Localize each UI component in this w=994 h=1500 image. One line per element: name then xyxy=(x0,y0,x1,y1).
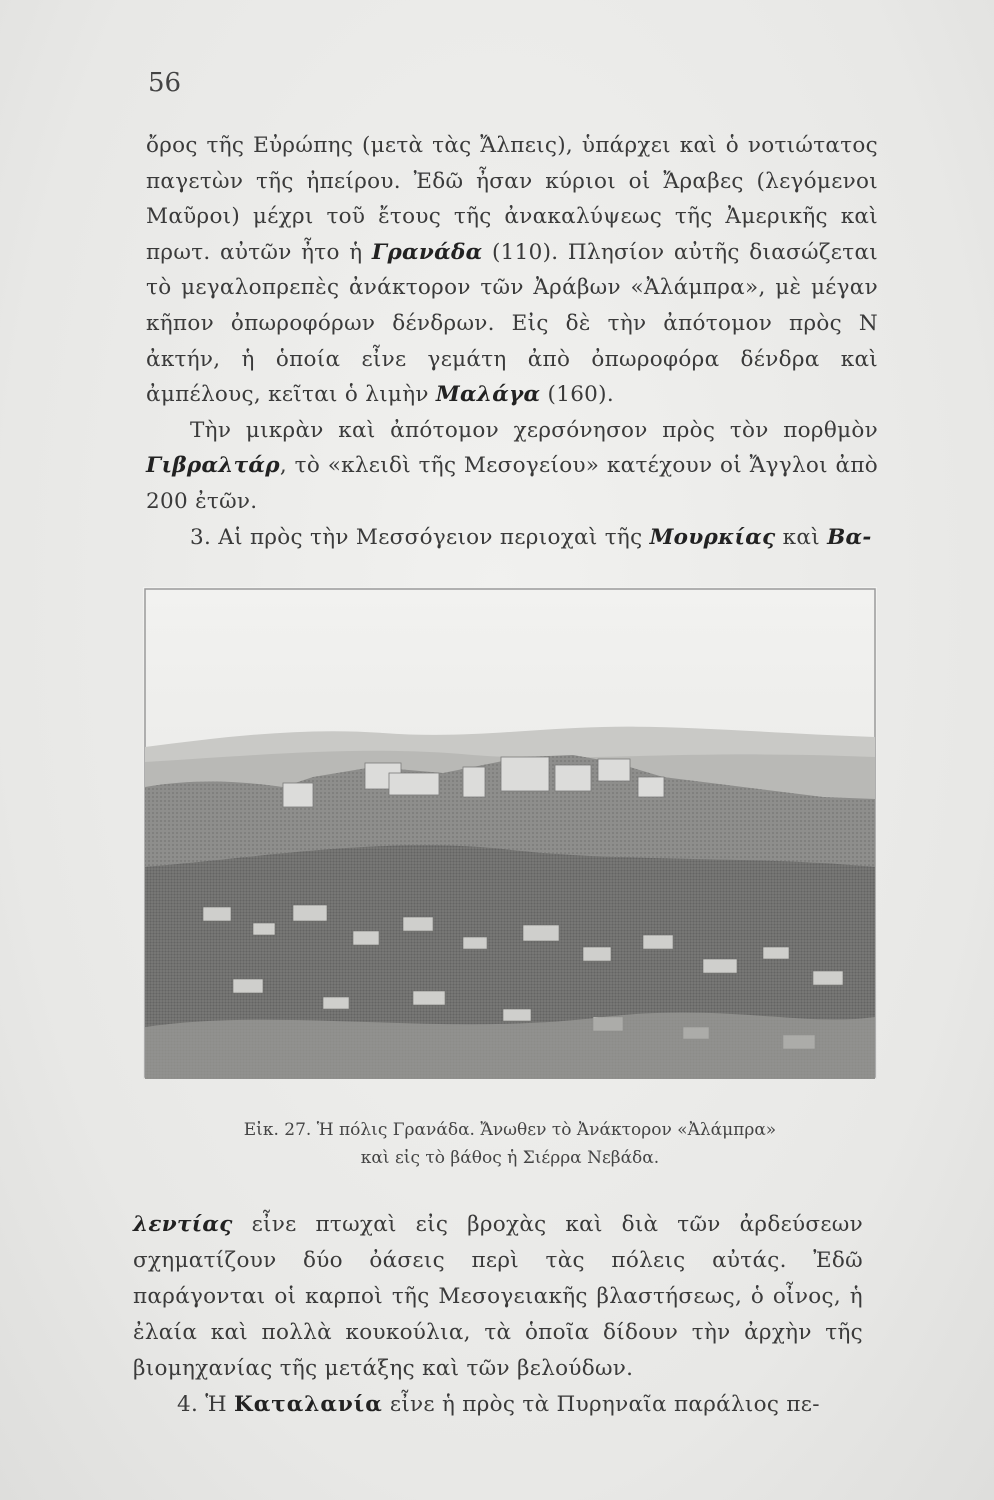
paragraph xyxy=(146,128,878,413)
paragraph xyxy=(133,1207,863,1387)
text-run: εἶνε ἡ πρὸς τὰ Πυρηναῖα παράλιος πε- xyxy=(382,1392,820,1417)
text-run: , τὸ «κλειδὶ τῆς Μεσογείου» κατέχουν οἱ Ἄγγλοι ἀπὸ 200 ἐτῶν. xyxy=(146,453,878,514)
figure-photo-granada xyxy=(143,587,877,1079)
text-run: (110). Πλησίον αὐτῆς διασώζεται τὸ μεγαλοπρεπὲς ἀνάκτορον τῶν Ἀράβων «Ἀλάμπρα», μὲ μέγαν κῆπον ὀπωροφόρων δένδρων. Εἰς δὲ τὴν ἀπότομον πρὸς Ν ἀκτήν, ἡ ὁποία εἶνε γεμάτη ἀπὸ ὀπωροφόρα δένδρα καὶ ἀμπέλους, κεῖται ὁ λιμὴν xyxy=(146,239,878,408)
page-number: 56 xyxy=(148,68,182,98)
top-text-block xyxy=(146,128,878,555)
place-name-catalonia: Καταλανία xyxy=(234,1392,383,1417)
paragraph xyxy=(146,520,878,556)
place-name-valencia-end: λεντίας xyxy=(133,1212,233,1237)
paragraph xyxy=(146,413,878,520)
bottom-text-block xyxy=(133,1207,863,1423)
paragraph xyxy=(133,1387,863,1423)
text-run: 3. Αἱ πρὸς τὴν Μεσσόγειον περιοχαὶ τῆς xyxy=(190,524,650,550)
text-run: καὶ xyxy=(775,524,828,550)
caption-line: καὶ εἰς τὸ βάθος ἡ Σιέρρα Νεβάδα. xyxy=(360,1148,660,1168)
text-run: Τὴν μικρὰν καὶ ἀπότομον χερσόνησον πρὸς τὸν πορθμὸν xyxy=(190,417,878,443)
granada-photo xyxy=(143,587,877,1079)
place-name-gibraltar: Γιβραλτάρ xyxy=(146,453,280,479)
place-name-valencia-start: Βα- xyxy=(827,524,872,550)
text-run: εἶνε πτωχαὶ εἰς βροχὰς καὶ διὰ τῶν ἀρδεύσεων σχηματίζουν δύο ὀάσεις περὶ τὰς πόλεις αὐτάς. Ἐδῶ παράγονται οἱ καρποὶ τῆς Μεσογειακῆς βλαστήσεως, ὁ οἶνος, ἡ ἐλαία καὶ πολλὰ κουκούλια, τὰ ὁποῖα δίδουν τὴν ἀρχὴν τῆς βιομηχανίας τῆς μετάξης καὶ τῶν βελούδων. xyxy=(133,1212,863,1381)
place-name-murcia: Μουρκίας xyxy=(649,524,776,550)
figure-caption xyxy=(160,1116,860,1172)
place-name-malaga: Μαλάγα xyxy=(435,382,541,408)
text-run: (160). xyxy=(540,382,614,408)
caption-line: Εἰκ. 27. Ἡ πόλις Γρανάδα. Ἄνωθεν τὸ Ἀνάκτορον «Ἀλάμπρα» xyxy=(243,1120,777,1140)
text-run: 4. Ἡ xyxy=(177,1392,235,1417)
text-run: ὄρος τῆς Εὐρώπης (μετὰ τὰς Ἄλπεις), ὑπάρχει καὶ ὁ νοτιώτατος παγετὼν τῆς ἠπείρου. Ἐδῶ ἦσαν κύριοι οἱ Ἄραβες (λεγόμενοι Μαῦροι) μέχρι τοῦ ἔτους τῆς ἀνακαλύψεως τῆς Ἀμερικῆς καὶ πρωτ. αὐτῶν ἦτο ἡ xyxy=(146,133,878,265)
place-name-granada: Γρανάδα xyxy=(371,239,483,265)
